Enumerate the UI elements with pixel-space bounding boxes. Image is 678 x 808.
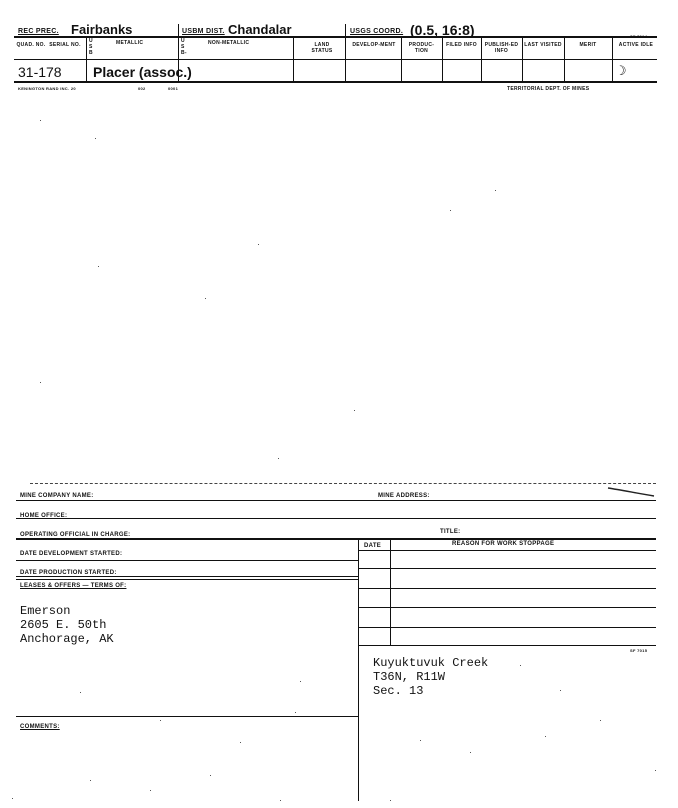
vsep-col-published (481, 36, 482, 81)
col-metallic: METALLIC (116, 40, 144, 46)
stoppage-date-divider (390, 538, 391, 646)
stoppage-left-border (358, 538, 359, 646)
col-nonmetallic: NON-METALLIC (208, 40, 250, 46)
col-published-info: PUBLISH-ED INFO (484, 42, 519, 54)
title-label: TITLE: (440, 529, 461, 535)
stoppage-row-4 (358, 607, 656, 608)
line-dev-started (16, 560, 358, 561)
col-filed-info: FILED INFO (446, 42, 477, 48)
header-line-1 (14, 36, 657, 38)
col-active-idle: ACTIVE IDLE (618, 42, 654, 48)
col-production: PRODUC-TION (408, 42, 435, 54)
metallic-value: Placer (assoc.) (93, 64, 192, 80)
form-code-1: 002 (138, 86, 146, 91)
location-line-3: Sec. 13 (373, 684, 424, 698)
usgs-coord-label: USGS COORD. (350, 28, 404, 35)
vsep-col-visited (522, 36, 523, 81)
usbm-dist-label: USBM DIST. (182, 28, 225, 35)
line-company (16, 500, 656, 501)
rec-prec-value: Fairbanks (71, 22, 133, 37)
col-serial-no: SERIAL NO. (49, 42, 81, 48)
vsep-col-serial (86, 36, 87, 81)
stoppage-row-6 (358, 645, 656, 646)
mine-company-name-label: MINE COMPANY NAME: (20, 493, 94, 499)
reason-column-header: REASON FOR WORK STOPPAGE (452, 541, 555, 547)
usbm-dist-value: Chandalar (228, 22, 292, 37)
date-column-header: DATE (364, 543, 382, 549)
stoppage-row-3 (358, 588, 656, 589)
col-usb-right: U S B- (181, 38, 187, 56)
location-line-1: Kuyuktuvuk Creek (373, 656, 489, 670)
line-leases (16, 579, 358, 580)
location-line-2: T36N, R11W (373, 670, 446, 684)
col-usb-left: U S B (89, 38, 93, 56)
col-merit: MERIT (579, 42, 597, 48)
vsep-col-production (401, 36, 402, 81)
line-home-office (16, 518, 656, 519)
line-prod-started (16, 576, 358, 577)
lower-middle-divider (358, 646, 359, 801)
lessee-line-2: 2605 E. 50th (20, 618, 107, 632)
vsep-top-2 (345, 24, 346, 81)
col-last-visited: LAST VISITED (524, 42, 562, 48)
dept-name: TERRITORIAL DEPT. OF MINES (507, 86, 590, 92)
usgs-coord-value: (0.5, 16:8) (410, 22, 475, 38)
leases-offers-label: LEASES & OFFERS — TERMS OF: (20, 583, 127, 589)
vsep-col-landstatus (293, 36, 294, 81)
vsep-col-active (612, 36, 613, 81)
active-mark: ☽ (615, 64, 627, 79)
line-comments (16, 716, 358, 717)
stoppage-row-5 (358, 627, 656, 628)
quad-serial-value: 31-178 (18, 64, 62, 80)
operating-official-label: OPERATING OFFICIAL IN CHARGE: (20, 532, 131, 538)
form-code-2: 0001 (168, 86, 179, 91)
vsep-col-merit (564, 36, 565, 81)
stoppage-row-2 (358, 568, 656, 569)
col-quad-no: QUAD. NO. (16, 42, 46, 48)
vsep-col-filed (442, 36, 443, 81)
header-line-2 (14, 59, 657, 60)
header-line-3 (14, 81, 657, 83)
date-dev-started-label: DATE DEVELOPMENT STARTED: (20, 551, 123, 557)
comments-label: COMMENTS: (20, 724, 60, 730)
col-land-status: LAND STATUS (311, 42, 333, 54)
lower-top-dash (30, 483, 656, 484)
form-code-bottom: SF 7015 (630, 648, 648, 653)
mine-address-label: MINE ADDRESS: (378, 493, 430, 499)
col-development: DEVELOP-MENT (352, 42, 396, 48)
form-code-top: SF 7014 (630, 34, 648, 39)
printer-code: KENINGTON RAND INC. 20 (18, 86, 76, 91)
rec-prec-label: REC PREC. (18, 28, 59, 35)
date-prod-started-label: DATE PRODUCTION STARTED: (20, 570, 117, 576)
home-office-label: HOME OFFICE: (20, 513, 68, 519)
pen-mark (606, 484, 656, 498)
line-official (16, 538, 656, 540)
lessee-line-1: Emerson (20, 604, 71, 618)
stoppage-row-1 (358, 550, 656, 551)
lessee-line-3: Anchorage, AK (20, 632, 114, 646)
